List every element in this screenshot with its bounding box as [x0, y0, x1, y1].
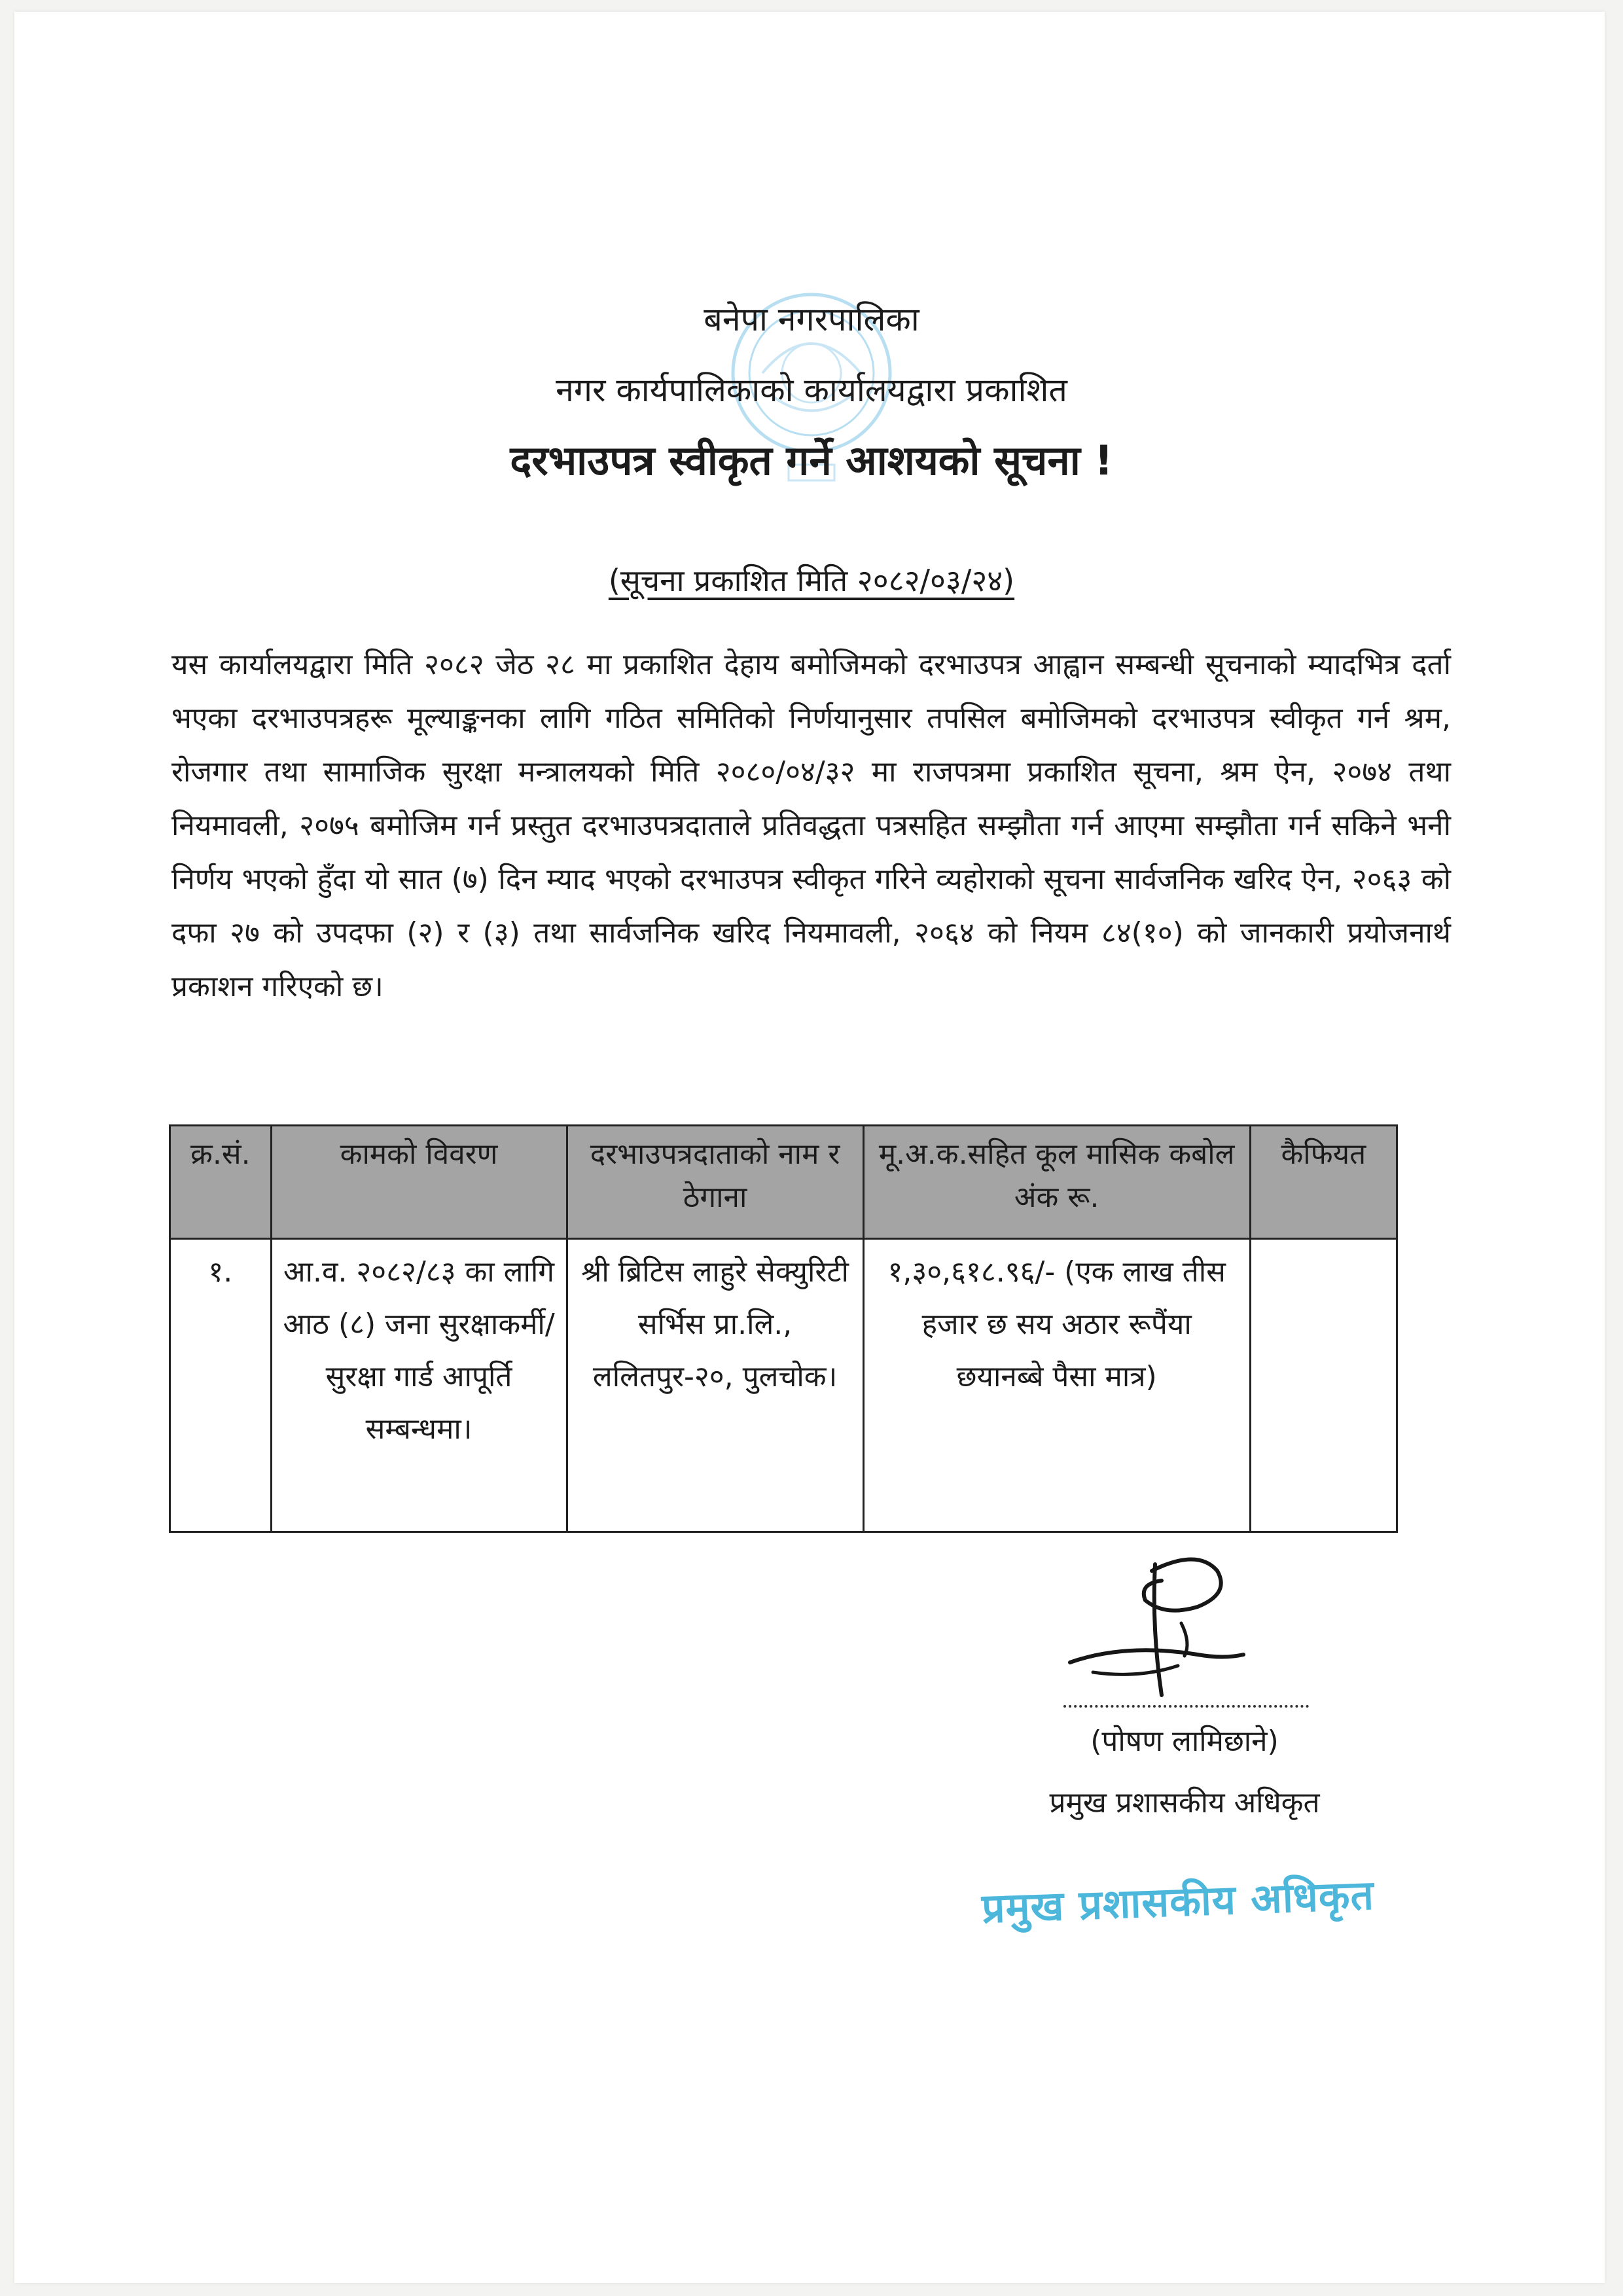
municipality-name: बनेपा नगरपालिका: [704, 300, 919, 338]
cell-amount: १,३०,६१८.९६/- (एक लाख तीस हजार छ सय अठार रूपैंया छयानब्बे पैसा मात्र): [863, 1239, 1250, 1532]
handwritten-signature: [1047, 1545, 1283, 1715]
signature-line: [1063, 1705, 1309, 1708]
notice-body: यस कार्यालयद्वारा मिति २०८२ जेठ २८ मा प्रकाशित देहाय बमोजिमको दरभाउपत्र आह्वान सम्बन्धी सूचनाको म्यादभित्र दर्ता भएका दरभाउपत्रहरू मूल्याङ्कनका लागि गठित समितिको निर्णयानुसार तपसिल बमोजिमको दरभाउपत्र स्वीकृत गर्न श्रम, रोजगार तथा सामाजिक सुरक्षा मन्त्रालयको मिति २०८०/०४/३२ मा राजपत्रमा प्रकाशित सूचना, श्रम ऐन, २०७४ तथा नियमावली, २०७५ बमोजिम गर्न प्रस्तुत दरभाउपत्रदाताले प्रतिवद्धता पत्रसहित सम्झौता गर्न आएमा सम्झौता गर्न सकिने भनी निर्णय भएको हुँदा यो सात (७) दिन म्याद भएको दरभाउपत्र स्वीकृत गरिने व्यहोराको सूचना सार्वजनिक खरिद ऐन, २०६३ को दफा २७ को उपदफा (२) र (३) तथा सार्वजनिक खरिद नियमावली, २०६४ को नियम ८४(१०) को जानकारी प्रयोजनार्थ प्रकाशन गरिएको छ।: [171, 648, 1451, 1003]
col-header-description: कामको विवरण: [271, 1126, 567, 1239]
cell-bidder: श्री ब्रिटिस लाहुरे सेक्युरिटी सर्भिस प्रा.लि., ललितपुर-२०, पुलचोक।: [567, 1239, 863, 1532]
signatory-name: (पोषण लामिछाने): [1090, 1725, 1279, 1758]
notice-title: दरभाउपत्र स्वीकृत गर्ने आशयको सूचना !: [510, 437, 1113, 484]
table-header-row: [170, 1126, 1397, 1239]
col-header-amount: मू.अ.क.सहित कूल मासिक कबोल अंक रू.: [863, 1126, 1250, 1239]
signatory-designation: प्रमुख प्रशासकीय अधिकृत: [1049, 1786, 1320, 1820]
publish-date: [0, 560, 1623, 600]
col-header-bidder: दरभाउपत्रदाताको नाम र ठेगाना: [567, 1126, 863, 1239]
cell-description: आ.व. २०८२/८३ का लागि आठ (८) जना सुरक्षाकर्मी/सुरक्षा गार्ड आपूर्ति सम्बन्धमा।: [271, 1239, 567, 1532]
award-table: [169, 1124, 1398, 1533]
official-stamp: प्रमुख प्रशासकीय अधिकृत: [980, 1871, 1375, 1933]
publish-date-text: (सूचना प्रकाशित मिति २०८२/०३/२४): [608, 563, 1015, 598]
cell-remarks: [1250, 1239, 1397, 1532]
cell-sn: १.: [170, 1239, 272, 1532]
col-header-sn: क्र.सं.: [170, 1126, 272, 1239]
col-header-remarks: कैफियत: [1250, 1126, 1397, 1239]
table-row: [170, 1239, 1397, 1532]
issuing-office: नगर कार्यपालिकाको कार्यालयद्वारा प्रकाशित: [556, 371, 1067, 409]
